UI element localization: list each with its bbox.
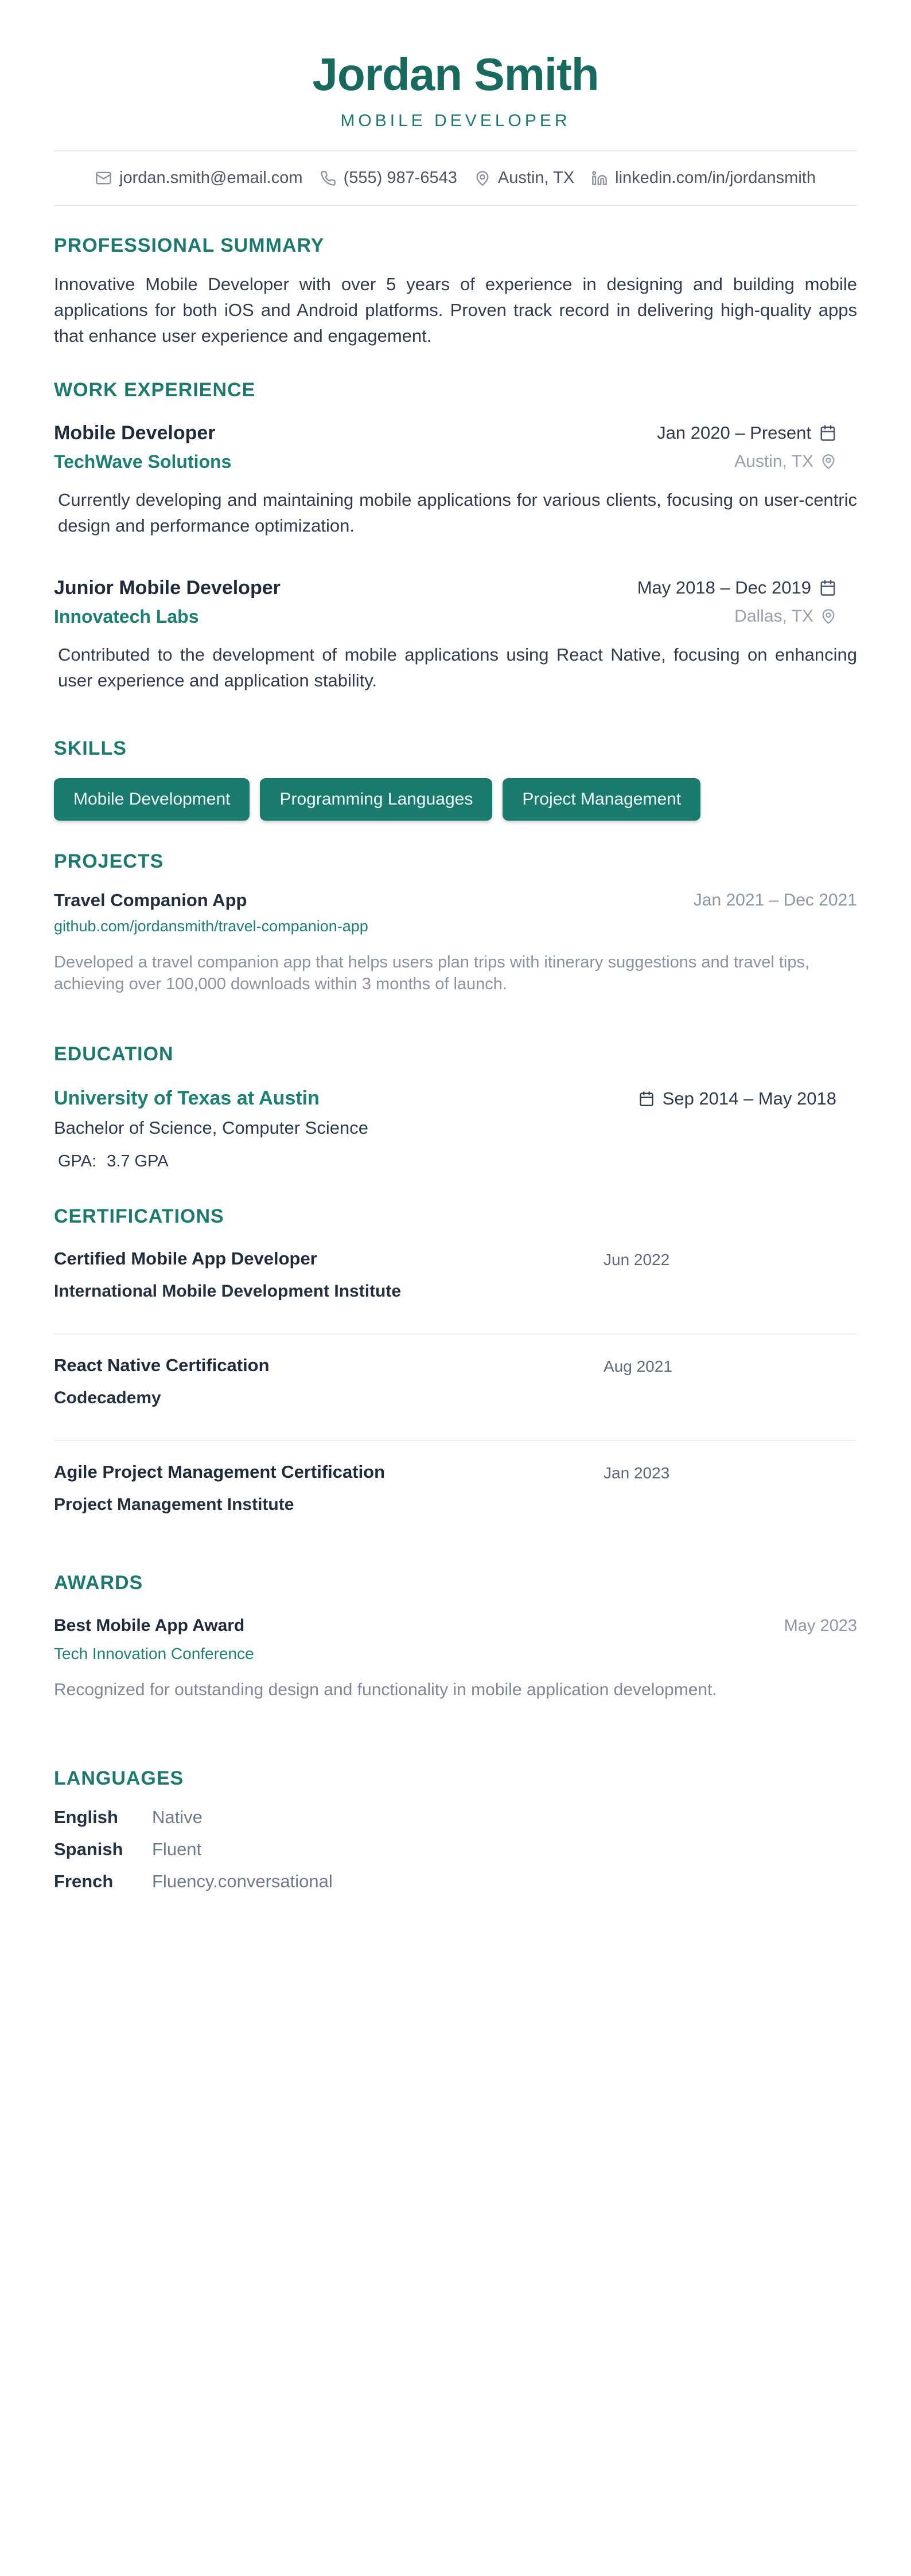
certification-item	[54, 1248, 857, 1301]
certification-issuer: Project Management Institute	[54, 1495, 294, 1515]
certification-date: Aug 2021	[604, 1357, 672, 1376]
job-dates-text: Jan 2020 – Present	[657, 423, 811, 443]
award-description: Recognized for outstanding design and functionality in mobile application development.	[54, 1680, 717, 1700]
certification-item	[54, 1462, 857, 1515]
linkedin-icon	[591, 170, 608, 186]
languages-heading: LANGUAGES	[54, 1767, 184, 1790]
map-pin-icon	[474, 170, 490, 186]
contact-linkedin-text: linkedin.com/in/jordansmith	[615, 169, 816, 187]
contact-row	[54, 151, 857, 205]
language-level: Fluency.conversational	[152, 1871, 333, 1892]
map-pin-icon	[820, 608, 836, 625]
job-location	[734, 452, 857, 471]
certification-issuer: Codecademy	[54, 1388, 161, 1408]
education-dates-text: Sep 2014 – May 2018	[662, 1088, 836, 1109]
skills-pill-row	[54, 778, 857, 821]
job-description: Currently developing and maintaining mobile applications for various clients, focusing on user-centric design and performance optimization.	[58, 489, 857, 536]
certification-divider	[54, 1333, 857, 1334]
projects-heading: PROJECTS	[54, 850, 164, 872]
certification-divider	[54, 1440, 857, 1441]
job-dates-text: May 2018 – Dec 2019	[637, 577, 811, 598]
contact-location-text: Austin, TX	[497, 169, 575, 187]
language-name: Spanish	[54, 1839, 123, 1860]
job-description: Contributed to the development of mobile applications using React Native, focusing on enhancing user experience and application stability.	[58, 644, 857, 690]
project-description: Developed a travel companion app that helps users plan trips with itinerary suggestions and travel tips, achieving over 100,000 downloads within 3 months of launch.	[54, 953, 810, 993]
project-dates: Jan 2021 – Dec 2021	[693, 890, 857, 910]
degree: Bachelor of Science, Computer Science	[54, 1118, 368, 1138]
section-summary	[54, 235, 857, 349]
gpa-value: 3.7 GPA	[107, 1152, 169, 1171]
certification-title: React Native Certification	[54, 1355, 270, 1376]
language-row	[54, 1839, 857, 1860]
work-heading: WORK EXPERIENCE	[54, 378, 256, 401]
certification-item	[54, 1355, 857, 1408]
language-level: Fluent	[152, 1839, 202, 1860]
school-name: University of Texas at Austin	[54, 1087, 320, 1110]
map-pin-icon	[820, 454, 836, 470]
project-title: Travel Companion App	[54, 889, 247, 910]
project-item	[54, 890, 857, 996]
section-awards	[54, 1572, 857, 1700]
summary-text: Innovative Mobile Developer with over 5 years of experience in designing and building mobile applications for both iOS and Android platforms. Proven track record in delivering high-quality apps that enhance user experience and engagement.	[54, 274, 857, 346]
job-company: Innovatech Labs	[54, 606, 199, 627]
job-title: Junior Mobile Developer	[54, 576, 281, 599]
job-title: Mobile Developer	[54, 421, 216, 444]
language-row	[54, 1807, 857, 1828]
awards-heading: AWARDS	[54, 1572, 143, 1594]
certification-issuer: International Mobile Development Institute	[54, 1282, 402, 1301]
calendar-icon	[819, 579, 836, 596]
job-location	[734, 607, 857, 626]
calendar-icon	[639, 1091, 655, 1107]
award-organization: Tech Innovation Conference	[54, 1645, 254, 1663]
job-dates	[657, 423, 857, 443]
language-level: Native	[152, 1807, 203, 1828]
certification-title: Certified Mobile App Developer	[54, 1248, 317, 1269]
resume-header	[54, 49, 857, 131]
language-name: French	[54, 1871, 114, 1892]
candidate-name: Jordan Smith	[312, 49, 599, 100]
job-item	[54, 577, 857, 694]
section-skills	[54, 737, 857, 821]
contact-linkedin[interactable]	[591, 169, 816, 188]
job-item	[54, 422, 857, 539]
skill-pill: Project Management	[503, 778, 700, 821]
education-dates	[639, 1088, 857, 1109]
award-date: May 2023	[784, 1616, 857, 1635]
skill-pill: Programming Languages	[260, 778, 492, 821]
languages-table	[54, 1807, 857, 1892]
language-row	[54, 1871, 857, 1892]
candidate-title: MOBILE DEVELOPER	[340, 111, 571, 130]
skills-heading: SKILLS	[54, 737, 127, 759]
section-education	[54, 1043, 857, 1171]
certification-date: Jun 2022	[604, 1251, 670, 1269]
job-location-text: Austin, TX	[734, 452, 813, 471]
summary-heading: PROFESSIONAL SUMMARY	[54, 235, 325, 256]
certification-date: Jan 2023	[604, 1464, 670, 1482]
contact-phone-text: (555) 987-6543	[343, 169, 457, 187]
phone-icon	[320, 170, 336, 186]
job-location-text: Dallas, TX	[734, 607, 813, 626]
mail-icon	[95, 170, 112, 186]
certification-title: Agile Project Management Certification	[54, 1462, 386, 1482]
skill-pill: Mobile Development	[54, 778, 250, 821]
gpa-label: GPA:	[58, 1152, 97, 1171]
calendar-icon	[819, 424, 836, 442]
language-name: English	[54, 1807, 118, 1828]
contact-phone	[320, 169, 457, 188]
job-dates	[637, 577, 857, 598]
contact-location	[474, 169, 574, 188]
gpa-row	[54, 1152, 857, 1171]
resume-page	[54, 0, 857, 1892]
certifications-heading: CERTIFICATIONS	[54, 1205, 224, 1228]
job-company: TechWave Solutions	[54, 451, 232, 472]
contact-email[interactable]	[95, 169, 303, 188]
section-certifications	[54, 1205, 857, 1515]
section-work-experience	[54, 379, 857, 694]
award-title: Best Mobile App Award	[54, 1616, 245, 1636]
contact-email-text: jordan.smith@email.com	[119, 169, 303, 187]
project-link[interactable]: github.com/jordansmith/travel-companion-app	[54, 917, 368, 935]
education-heading: EDUCATION	[54, 1043, 174, 1065]
section-projects	[54, 850, 857, 996]
contact-divider	[54, 205, 857, 206]
section-languages	[54, 1767, 857, 1892]
